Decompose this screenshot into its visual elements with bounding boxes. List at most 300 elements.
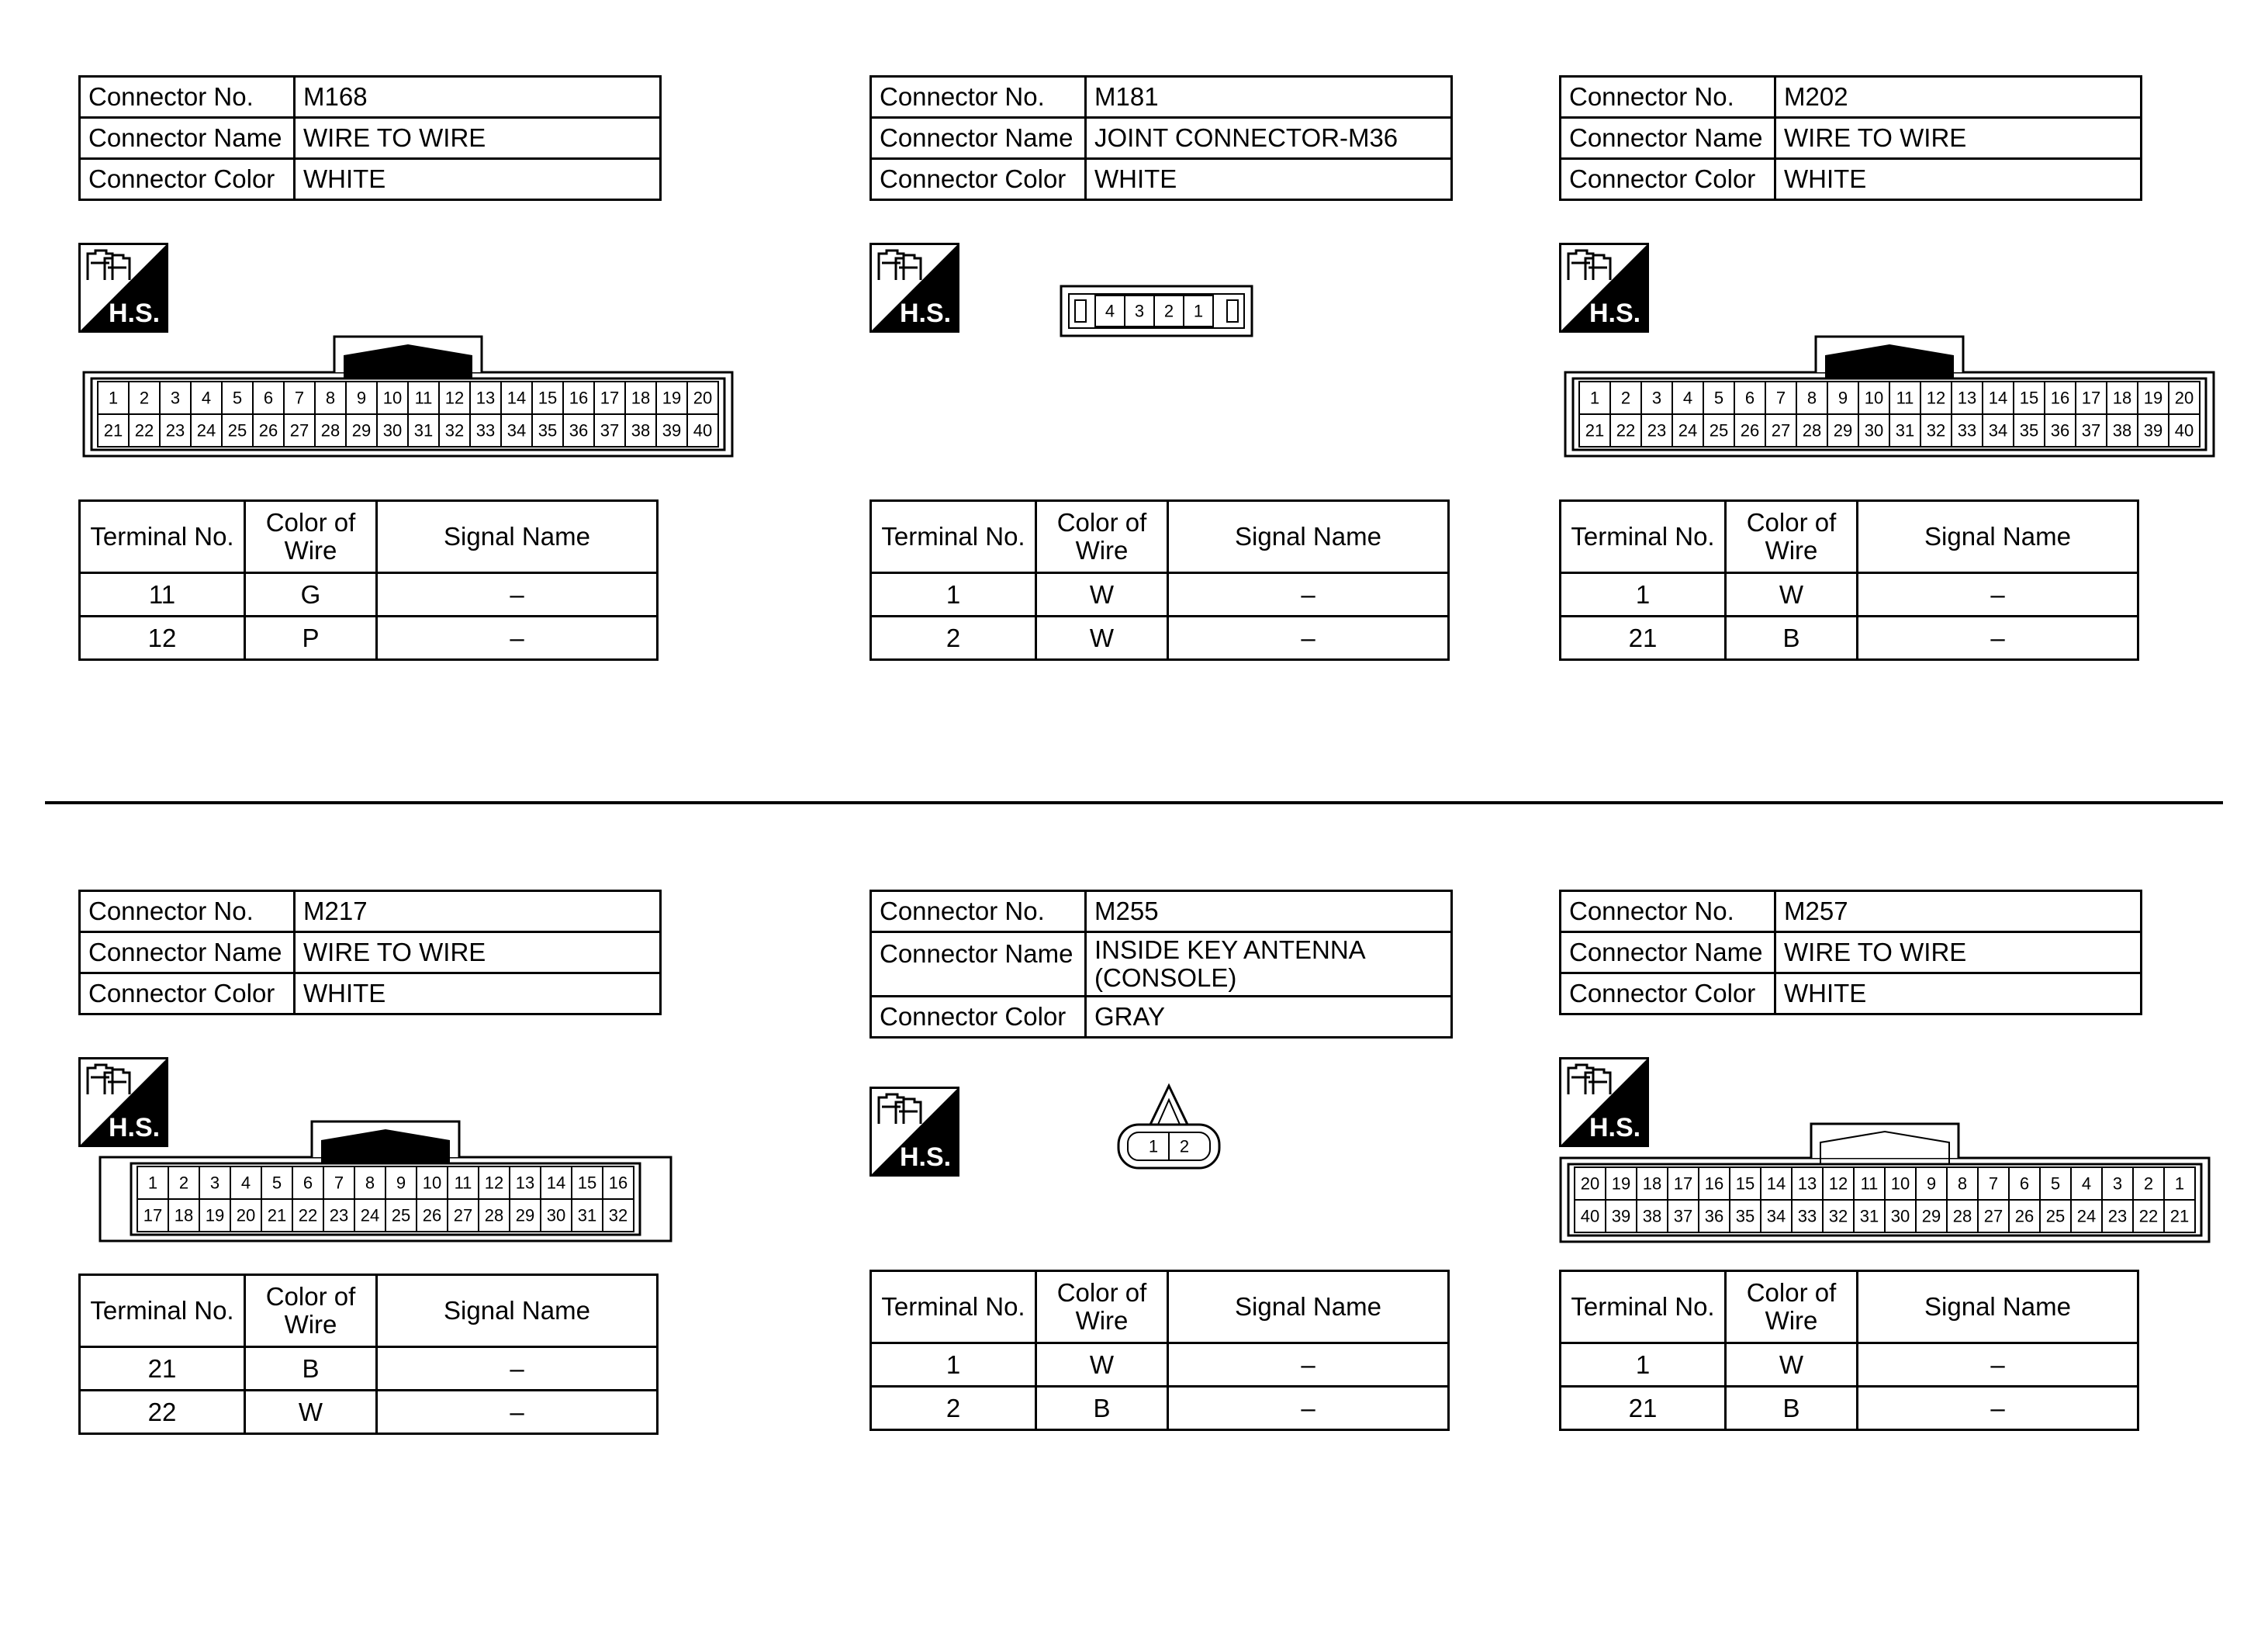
pin-number: 12 [1828, 1173, 1848, 1194]
pin-number: 34 [1988, 420, 2008, 441]
harness-side-icon [78, 243, 168, 333]
pin-number: 4 [1105, 301, 1115, 321]
pin-number: 39 [2143, 420, 2163, 441]
wire-color-header: Color of Wire [245, 1275, 377, 1347]
pin-number: 27 [1983, 1206, 2003, 1226]
table-row [1561, 1343, 2138, 1387]
pin-number: 28 [1952, 1206, 1972, 1226]
pin-number: 12 [444, 388, 465, 408]
pin-number: 5 [2050, 1173, 2061, 1194]
terminal-no-header: Terminal No. [1561, 501, 1726, 573]
pin-number: 4 [1682, 388, 1693, 408]
connector-no-value: M217 [295, 891, 661, 932]
signal-name-header: Signal Name [1858, 1271, 2138, 1343]
connector-info-table [869, 75, 1453, 201]
pin-number: 19 [1611, 1173, 1631, 1194]
connector-info-table [1559, 75, 2142, 201]
connector-info-table [1559, 890, 2142, 1015]
pin-number: 13 [475, 388, 496, 408]
pin-number: 3 [170, 388, 181, 408]
pin-number: 13 [1797, 1173, 1817, 1194]
pin-number: 32 [444, 420, 465, 441]
pin-number: 23 [165, 420, 185, 441]
connector-color-label: Connector Color [871, 997, 1086, 1038]
pin-number: 12 [1926, 388, 1946, 408]
wire-color-header: Color of Wire [1726, 501, 1858, 573]
connector-block-m217 [42, 890, 709, 1588]
wire-color-header: Color of Wire [1036, 501, 1168, 573]
connector-color-label: Connector Color [80, 159, 295, 200]
connector-name-label: Connector Name [80, 118, 295, 159]
table-row [871, 617, 1449, 660]
signal-name-cell: – [1168, 1387, 1449, 1430]
pin-number: 12 [484, 1173, 504, 1193]
pin-number: 31 [1895, 420, 1915, 441]
pin-number: 11 [1896, 388, 1914, 408]
pin-number: 7 [1988, 1173, 1999, 1194]
pin-number: 7 [334, 1173, 344, 1193]
wire-color-cell: B [245, 1347, 377, 1391]
pin-number: 2 [1163, 301, 1174, 321]
pin-number: 35 [538, 420, 558, 441]
pin-number: 27 [1771, 420, 1791, 441]
pin-number: 21 [2169, 1206, 2190, 1226]
terminal-no-header: Terminal No. [871, 1271, 1036, 1343]
connector-face-m202 [1564, 335, 2215, 459]
terminal-no-header: Terminal No. [1561, 1271, 1726, 1343]
pin-number: 31 [413, 420, 434, 441]
pin-number: 33 [475, 420, 496, 441]
table-row [1561, 617, 2138, 660]
pin-number: 6 [1744, 388, 1755, 408]
connector-face-m217 [99, 1120, 672, 1244]
pin-number: 10 [382, 388, 403, 408]
signal-name-header: Signal Name [1858, 501, 2138, 573]
connector-block-m181 [833, 75, 1500, 773]
pin-number: 20 [236, 1205, 256, 1225]
signal-name-header: Signal Name [377, 1275, 658, 1347]
pin-number: 17 [1673, 1173, 1693, 1194]
signal-name-cell: – [377, 1347, 658, 1391]
connector-no-value: M257 [1775, 891, 2142, 932]
pin-number: 8 [1957, 1173, 1968, 1194]
wire-color-cell: B [1726, 1387, 1858, 1430]
terminal-no-cell: 12 [80, 617, 245, 660]
hs-label: H.S. [108, 1113, 161, 1142]
connector-no-value: M168 [295, 77, 661, 118]
signal-name-cell: – [377, 617, 658, 660]
terminal-no-cell: 21 [1561, 1387, 1726, 1430]
harness-side-symbol [78, 243, 168, 333]
connector-color-value: WHITE [1086, 159, 1452, 200]
pin-number: 25 [2045, 1206, 2066, 1226]
connector-info-table [78, 75, 662, 201]
connector-color-label: Connector Color [1561, 159, 1775, 200]
pin-number: 6 [263, 388, 274, 408]
connector-name-value: JOINT CONNECTOR-M36 [1086, 118, 1452, 159]
pin-number: 2 [2143, 1173, 2154, 1194]
pin-number: 37 [2081, 420, 2101, 441]
table-row [871, 573, 1449, 617]
harness-side-icon [1559, 243, 1649, 333]
pin-number: 29 [1833, 420, 1853, 441]
pin-number: 24 [2076, 1206, 2097, 1226]
harness-side-symbol [869, 243, 959, 333]
pin-number: 24 [1678, 420, 1698, 441]
connector-no-value: M255 [1086, 891, 1452, 932]
pin-number: 6 [303, 1173, 313, 1193]
connector-no-label: Connector No. [871, 891, 1086, 932]
pin-number: 9 [356, 388, 367, 408]
connector-info-table [78, 890, 662, 1015]
connector-no-label: Connector No. [1561, 77, 1775, 118]
table-row [1561, 1387, 2138, 1430]
pin-number: 32 [1828, 1206, 1848, 1226]
wire-color-header: Color of Wire [1726, 1271, 1858, 1343]
pin-number: 21 [267, 1205, 287, 1225]
pin-number: 11 [454, 1173, 472, 1193]
pin-number: 2 [1179, 1136, 1190, 1156]
pin-number: 40 [2174, 420, 2194, 441]
terminal-table [1559, 499, 2139, 661]
connector-no-value: M202 [1775, 77, 2142, 118]
connector-block-m168 [42, 75, 713, 773]
pin-number: 24 [360, 1205, 380, 1225]
pin-number: 30 [1890, 1206, 1910, 1226]
terminal-no-cell: 1 [871, 573, 1036, 617]
section-divider [45, 801, 2223, 804]
pin-number: 11 [1860, 1173, 1879, 1194]
pin-number: 4 [201, 388, 212, 408]
pin-number: 15 [577, 1173, 597, 1193]
pin-number: 15 [2019, 388, 2039, 408]
pin-number: 3 [209, 1173, 220, 1193]
pin-number: 26 [422, 1205, 442, 1225]
terminal-no-header: Terminal No. [80, 501, 245, 573]
table-row [1561, 573, 2138, 617]
terminal-table [869, 499, 1450, 661]
table-row [871, 1387, 1449, 1430]
terminal-table [78, 1274, 659, 1435]
pin-number: 8 [365, 1173, 375, 1193]
pin-number: 15 [1735, 1173, 1755, 1194]
signal-name-cell: – [1168, 617, 1449, 660]
key-slot [1227, 300, 1238, 322]
connector-name-value: WIRE TO WIRE [1775, 932, 2142, 973]
pin-number: 22 [1616, 420, 1636, 441]
connector-name-label: Connector Name [1561, 118, 1775, 159]
pin-number: 11 [414, 388, 433, 408]
pin-number: 32 [1926, 420, 1946, 441]
wire-color-cell: P [245, 617, 377, 660]
connector-face-m257 [1559, 1122, 2211, 1246]
pin-number: 23 [1647, 420, 1667, 441]
table-row [80, 573, 658, 617]
connector-no-label: Connector No. [80, 77, 295, 118]
pin-number: 27 [453, 1205, 473, 1225]
pin-number: 38 [1642, 1206, 1662, 1226]
pin-number: 36 [2050, 420, 2070, 441]
hs-label: H.S. [1589, 1113, 1641, 1142]
pin-number: 17 [2081, 388, 2101, 408]
pin-number: 37 [600, 420, 620, 441]
pin-number: 5 [1713, 388, 1724, 408]
pin-number: 16 [569, 388, 589, 408]
table-row [80, 617, 658, 660]
pin-number: 9 [1837, 388, 1848, 408]
pin-number: 1 [108, 388, 119, 408]
terminal-no-cell: 11 [80, 573, 245, 617]
terminal-no-cell: 21 [1561, 617, 1726, 660]
connector-color-label: Connector Color [871, 159, 1086, 200]
terminal-no-cell: 1 [1561, 573, 1726, 617]
connector-face-m168 [82, 335, 734, 459]
pin-number: 21 [103, 420, 123, 441]
pin-number: 2 [1620, 388, 1631, 408]
pin-number: 35 [1735, 1206, 1755, 1226]
terminal-no-cell: 2 [871, 617, 1036, 660]
signal-name-cell: – [377, 573, 658, 617]
connector-color-value: WHITE [1775, 973, 2142, 1014]
pin-number: 20 [1580, 1173, 1600, 1194]
pin-number: 2 [178, 1173, 189, 1193]
connector-block-m255 [833, 890, 1500, 1588]
wire-color-header: Color of Wire [1036, 1271, 1168, 1343]
table-row [80, 1391, 658, 1434]
pin-number: 16 [1704, 1173, 1724, 1194]
pin-number: 4 [240, 1173, 251, 1193]
pin-number: 28 [320, 420, 341, 441]
pin-number: 14 [1766, 1173, 1786, 1194]
hs-label: H.S. [899, 299, 952, 328]
pin-number: 39 [662, 420, 682, 441]
connector-face-m255 [1117, 1081, 1221, 1173]
connector-name-label: Connector Name [871, 118, 1086, 159]
pin-number: 3 [1134, 301, 1145, 321]
pin-number: 16 [608, 1173, 628, 1193]
terminal-no-cell: 22 [80, 1391, 245, 1434]
pin-number: 33 [1797, 1206, 1817, 1226]
pin-number: 10 [1890, 1173, 1910, 1194]
connector-name-label: Connector Name [80, 932, 295, 973]
signal-name-header: Signal Name [1168, 501, 1449, 573]
hs-label: H.S. [899, 1142, 952, 1172]
pin-number: 29 [515, 1205, 535, 1225]
pin-number: 1 [1193, 301, 1204, 321]
connector-name-value: INSIDE KEY ANTENNA (CONSOLE) [1086, 932, 1452, 997]
connector-face-m181 [1060, 285, 1253, 340]
pin-number: 28 [1802, 420, 1822, 441]
pin-number: 10 [1864, 388, 1884, 408]
pin-number: 33 [1957, 420, 1977, 441]
pin-number: 18 [174, 1205, 194, 1225]
pin-number: 8 [325, 388, 336, 408]
signal-name-cell: – [1858, 573, 2138, 617]
pin-number: 25 [391, 1205, 411, 1225]
terminal-table [78, 499, 659, 661]
pin-number: 9 [396, 1173, 406, 1193]
harness-side-symbol [1559, 243, 1649, 333]
connector-name-label: Connector Name [1561, 932, 1775, 973]
pin-number: 1 [1148, 1136, 1159, 1156]
connector-key [1150, 1086, 1188, 1126]
terminal-no-cell: 21 [80, 1347, 245, 1391]
pin-number: 18 [2112, 388, 2132, 408]
pin-number: 14 [506, 388, 527, 408]
pin-number: 25 [1709, 420, 1729, 441]
terminal-no-header: Terminal No. [80, 1275, 245, 1347]
pin-number: 31 [577, 1205, 597, 1225]
wire-color-cell: W [245, 1391, 377, 1434]
hs-label: H.S. [108, 299, 161, 328]
pin-number: 30 [546, 1205, 566, 1225]
connector-block-m202 [1523, 75, 2194, 773]
terminal-no-cell: 1 [871, 1343, 1036, 1387]
signal-name-header: Signal Name [1168, 1271, 1449, 1343]
pin-number: 2 [139, 388, 150, 408]
signal-name-cell: – [1168, 573, 1449, 617]
pin-number: 23 [329, 1205, 349, 1225]
connector-no-value: M181 [1086, 77, 1452, 118]
pin-number: 1 [1589, 388, 1600, 408]
terminal-table [869, 1270, 1450, 1431]
connector-no-label: Connector No. [871, 77, 1086, 118]
wire-color-cell: W [1036, 573, 1168, 617]
pin-number: 10 [422, 1173, 442, 1193]
signal-name-cell: – [1858, 1343, 2138, 1387]
wire-color-header: Color of Wire [245, 501, 377, 573]
connector-color-value: WHITE [1775, 159, 2142, 200]
pin-number: 13 [1957, 388, 1977, 408]
terminal-no-header: Terminal No. [871, 501, 1036, 573]
pin-number: 6 [2019, 1173, 2030, 1194]
connector-color-value: GRAY [1086, 997, 1452, 1038]
pin-number: 30 [1864, 420, 1884, 441]
pin-number: 27 [289, 420, 309, 441]
wire-color-cell: G [245, 573, 377, 617]
pin-number: 21 [1585, 420, 1605, 441]
pin-number: 18 [1642, 1173, 1662, 1194]
connector-info-table [869, 890, 1453, 1039]
connector-no-label: Connector No. [1561, 891, 1775, 932]
pin-number: 20 [2174, 388, 2194, 408]
connector-name-value: WIRE TO WIRE [1775, 118, 2142, 159]
pin-number: 39 [1611, 1206, 1631, 1226]
connector-color-value: WHITE [295, 973, 661, 1014]
connector-name-value: WIRE TO WIRE [295, 932, 661, 973]
pin-number: 22 [134, 420, 154, 441]
signal-name-cell: – [1168, 1343, 1449, 1387]
signal-name-cell: – [1858, 1387, 2138, 1430]
signal-name-cell: – [1858, 617, 2138, 660]
pin-number: 36 [1704, 1206, 1724, 1226]
connector-block-m257 [1523, 890, 2190, 1588]
pin-number: 30 [382, 420, 403, 441]
connector-no-label: Connector No. [80, 891, 295, 932]
pin-number: 32 [608, 1205, 628, 1225]
pin-number: 5 [232, 388, 243, 408]
wire-color-cell: B [1036, 1387, 1168, 1430]
pin-number: 3 [2112, 1173, 2123, 1194]
key-slot [1075, 300, 1086, 322]
pin-number: 24 [196, 420, 216, 441]
pin-number: 1 [147, 1173, 158, 1193]
pin-number: 26 [2014, 1206, 2035, 1226]
terminal-table [1559, 1270, 2139, 1431]
pin-number: 34 [1766, 1206, 1786, 1226]
pin-number: 26 [1740, 420, 1760, 441]
pin-number: 19 [662, 388, 682, 408]
wire-color-cell: W [1726, 573, 1858, 617]
pin-number: 3 [1651, 388, 1662, 408]
pin-number: 18 [631, 388, 651, 408]
connector-color-value: WHITE [295, 159, 661, 200]
pin-number: 22 [298, 1205, 318, 1225]
wire-color-cell: W [1726, 1343, 1858, 1387]
pin-number: 29 [351, 420, 372, 441]
pin-number: 40 [693, 420, 713, 441]
pin-number: 23 [2107, 1206, 2128, 1226]
connector-color-label: Connector Color [1561, 973, 1775, 1014]
wire-color-cell: W [1036, 1343, 1168, 1387]
connector-name-value: WIRE TO WIRE [295, 118, 661, 159]
pin-number: 14 [1988, 388, 2008, 408]
pin-number: 36 [569, 420, 589, 441]
pin-number: 7 [294, 388, 305, 408]
pin-number: 38 [2112, 420, 2132, 441]
wire-color-cell: B [1726, 617, 1858, 660]
pin-number: 1 [2174, 1173, 2185, 1194]
pin-number: 4 [2081, 1173, 2092, 1194]
pin-number: 20 [693, 388, 713, 408]
pin-number: 5 [271, 1173, 282, 1193]
pin-number: 37 [1673, 1206, 1693, 1226]
terminal-no-cell: 2 [871, 1387, 1036, 1430]
signal-name-cell: – [377, 1391, 658, 1434]
pin-number: 19 [205, 1205, 225, 1225]
harness-side-icon [869, 243, 959, 333]
pin-number: 38 [631, 420, 651, 441]
pin-number: 15 [538, 388, 558, 408]
pin-number: 34 [506, 420, 527, 441]
pin-number: 40 [1580, 1206, 1600, 1226]
hs-label: H.S. [1589, 299, 1641, 328]
terminal-no-cell: 1 [1561, 1343, 1726, 1387]
pin-number: 29 [1921, 1206, 1941, 1226]
wire-color-cell: W [1036, 617, 1168, 660]
harness-side-symbol [869, 1087, 959, 1177]
pin-number: 7 [1775, 388, 1786, 408]
pin-number: 26 [258, 420, 278, 441]
pin-number: 28 [484, 1205, 504, 1225]
pin-number: 17 [600, 388, 620, 408]
pin-number: 19 [2143, 388, 2163, 408]
table-row [871, 1343, 1449, 1387]
harness-side-icon [869, 1087, 959, 1177]
table-row [80, 1347, 658, 1391]
pin-number: 8 [1806, 388, 1817, 408]
pin-number: 35 [2019, 420, 2039, 441]
pin-number: 9 [1926, 1173, 1937, 1194]
signal-name-header: Signal Name [377, 501, 658, 573]
pin-number: 17 [143, 1205, 163, 1225]
pin-number: 16 [2050, 388, 2070, 408]
pin-number: 22 [2138, 1206, 2159, 1226]
pin-number: 25 [227, 420, 247, 441]
pin-number: 14 [546, 1173, 566, 1193]
pin-number: 13 [515, 1173, 535, 1193]
connector-name-label: Connector Name [871, 932, 1086, 997]
